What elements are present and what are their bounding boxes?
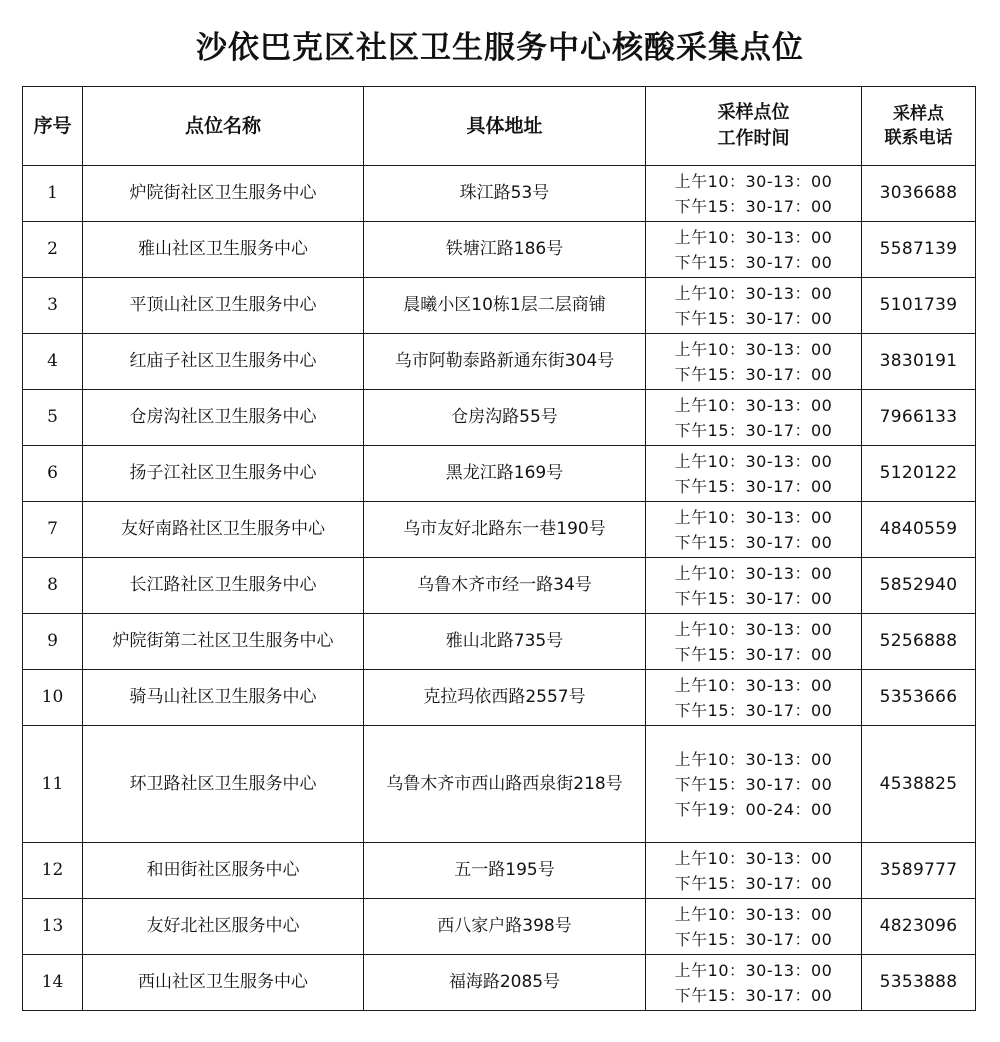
contact-phone: 5353888 — [862, 955, 976, 1011]
table-row — [23, 166, 976, 222]
header-tel-line2: 联系电话 — [884, 128, 953, 148]
working-hours — [646, 502, 862, 558]
site-name: 雅山社区卫生服务中心 — [83, 222, 364, 278]
site-name: 友好南路社区卫生服务中心 — [83, 502, 364, 558]
site-name: 仓房沟社区卫生服务中心 — [83, 390, 364, 446]
working-hours — [646, 899, 862, 955]
site-name: 炉院街第二社区卫生服务中心 — [83, 614, 364, 670]
site-address: 乌市阿勒泰路新通东街304号 — [364, 334, 646, 390]
working-hours — [646, 726, 862, 843]
working-hours-line: 下午15：30-17：00 — [674, 308, 833, 328]
table-row — [23, 843, 976, 899]
row-number: 12 — [23, 843, 83, 899]
working-hours-line: 下午15：30-17：00 — [674, 985, 833, 1005]
site-name: 长江路社区卫生服务中心 — [83, 558, 364, 614]
site-name: 和田街社区服务中心 — [83, 843, 364, 899]
working-hours — [646, 222, 862, 278]
row-number: 11 — [23, 726, 83, 843]
header-name: 点位名称 — [83, 87, 364, 166]
contact-phone: 5852940 — [862, 558, 976, 614]
working-hours — [646, 670, 862, 726]
collection-sites-table — [22, 86, 976, 1011]
working-hours — [646, 558, 862, 614]
table-header-row — [23, 87, 976, 166]
contact-phone: 3830191 — [862, 334, 976, 390]
working-hours — [646, 278, 862, 334]
row-number: 13 — [23, 899, 83, 955]
contact-phone: 7966133 — [862, 390, 976, 446]
row-number: 3 — [23, 278, 83, 334]
table-row — [23, 614, 976, 670]
working-hours — [646, 446, 862, 502]
row-number: 6 — [23, 446, 83, 502]
working-hours-line: 下午15：30-17：00 — [674, 873, 833, 893]
row-number: 8 — [23, 558, 83, 614]
contact-phone: 5353666 — [862, 670, 976, 726]
site-name: 环卫路社区卫生服务中心 — [83, 726, 364, 843]
site-address: 福海路2085号 — [364, 955, 646, 1011]
contact-phone: 5120122 — [862, 446, 976, 502]
working-hours-line: 下午15：30-17：00 — [674, 929, 833, 949]
site-address: 仓房沟路55号 — [364, 390, 646, 446]
working-hours-line: 下午15：30-17：00 — [674, 420, 833, 440]
site-name: 骑马山社区卫生服务中心 — [83, 670, 364, 726]
working-hours — [646, 955, 862, 1011]
working-hours-line: 上午10：30-13：00 — [674, 283, 833, 303]
site-address: 珠江路53号 — [364, 166, 646, 222]
row-number: 4 — [23, 334, 83, 390]
site-address: 西八家户路398号 — [364, 899, 646, 955]
header-time — [646, 87, 862, 166]
working-hours-line: 下午15：30-17：00 — [674, 588, 833, 608]
row-number: 9 — [23, 614, 83, 670]
working-hours-line: 上午10：30-13：00 — [674, 675, 833, 695]
working-hours-line: 下午15：30-17：00 — [674, 644, 833, 664]
site-address: 乌市友好北路东一巷190号 — [364, 502, 646, 558]
table-row — [23, 390, 976, 446]
working-hours-line: 下午15：30-17：00 — [674, 532, 833, 552]
table-row — [23, 278, 976, 334]
table-row — [23, 334, 976, 390]
contact-phone: 5256888 — [862, 614, 976, 670]
site-name: 平顶山社区卫生服务中心 — [83, 278, 364, 334]
table-row — [23, 955, 976, 1011]
working-hours-line: 下午19：00-24：00 — [674, 799, 833, 819]
table-row — [23, 558, 976, 614]
contact-phone: 3589777 — [862, 843, 976, 899]
site-address: 晨曦小区10栋1层二层商铺 — [364, 278, 646, 334]
site-name: 西山社区卫生服务中心 — [83, 955, 364, 1011]
working-hours-line: 上午10：30-13：00 — [674, 848, 833, 868]
contact-phone: 4823096 — [862, 899, 976, 955]
row-number: 1 — [23, 166, 83, 222]
site-address: 五一路195号 — [364, 843, 646, 899]
site-name: 扬子江社区卫生服务中心 — [83, 446, 364, 502]
working-hours — [646, 390, 862, 446]
header-tel — [862, 87, 976, 166]
table-row — [23, 222, 976, 278]
header-address: 具体地址 — [364, 87, 646, 166]
working-hours-line: 上午10：30-13：00 — [674, 960, 833, 980]
site-address: 雅山北路735号 — [364, 614, 646, 670]
working-hours-line: 上午10：30-13：00 — [674, 563, 833, 583]
contact-phone: 4840559 — [862, 502, 976, 558]
header-time-line2: 工作时间 — [717, 128, 790, 149]
contact-phone: 3036688 — [862, 166, 976, 222]
row-number: 7 — [23, 502, 83, 558]
row-number: 14 — [23, 955, 83, 1011]
header-time-line1: 采样点位 — [717, 102, 790, 123]
site-name: 炉院街社区卫生服务中心 — [83, 166, 364, 222]
contact-phone: 4538825 — [862, 726, 976, 843]
site-name: 红庙子社区卫生服务中心 — [83, 334, 364, 390]
site-address: 乌鲁木齐市经一路34号 — [364, 558, 646, 614]
working-hours-line: 上午10：30-13：00 — [674, 395, 833, 415]
header-no: 序号 — [23, 87, 83, 166]
working-hours-line: 上午10：30-13：00 — [674, 619, 833, 639]
contact-phone: 5587139 — [862, 222, 976, 278]
table-row — [23, 899, 976, 955]
working-hours — [646, 334, 862, 390]
table-row — [23, 670, 976, 726]
working-hours-line: 下午15：30-17：00 — [674, 774, 833, 794]
working-hours-line: 上午10：30-13：00 — [674, 749, 833, 769]
working-hours-line: 下午15：30-17：00 — [674, 700, 833, 720]
header-tel-line1: 采样点 — [893, 104, 944, 124]
working-hours — [646, 843, 862, 899]
row-number: 5 — [23, 390, 83, 446]
working-hours-line: 下午15：30-17：00 — [674, 196, 833, 216]
site-address: 乌鲁木齐市西山路西泉街218号 — [364, 726, 646, 843]
contact-phone: 5101739 — [862, 278, 976, 334]
working-hours — [646, 614, 862, 670]
site-name: 友好北社区服务中心 — [83, 899, 364, 955]
site-address: 黑龙江路169号 — [364, 446, 646, 502]
working-hours-line: 上午10：30-13：00 — [674, 904, 833, 924]
row-number: 10 — [23, 670, 83, 726]
working-hours-line: 下午15：30-17：00 — [674, 476, 833, 496]
working-hours-line: 上午10：30-13：00 — [674, 171, 833, 191]
working-hours-line: 上午10：30-13：00 — [674, 507, 833, 527]
working-hours-line: 下午15：30-17：00 — [674, 364, 833, 384]
table-row — [23, 726, 976, 843]
table-row — [23, 502, 976, 558]
site-address: 铁塘江路186号 — [364, 222, 646, 278]
working-hours-line: 上午10：30-13：00 — [674, 451, 833, 471]
working-hours-line: 上午10：30-13：00 — [674, 227, 833, 247]
table-row — [23, 446, 976, 502]
site-address: 克拉玛依西路2557号 — [364, 670, 646, 726]
page-title: 沙依巴克区社区卫生服务中心核酸采集点位 — [196, 30, 804, 66]
working-hours-line: 下午15：30-17：00 — [674, 252, 833, 272]
working-hours-line: 上午10：30-13：00 — [674, 339, 833, 359]
row-number: 2 — [23, 222, 83, 278]
working-hours — [646, 166, 862, 222]
